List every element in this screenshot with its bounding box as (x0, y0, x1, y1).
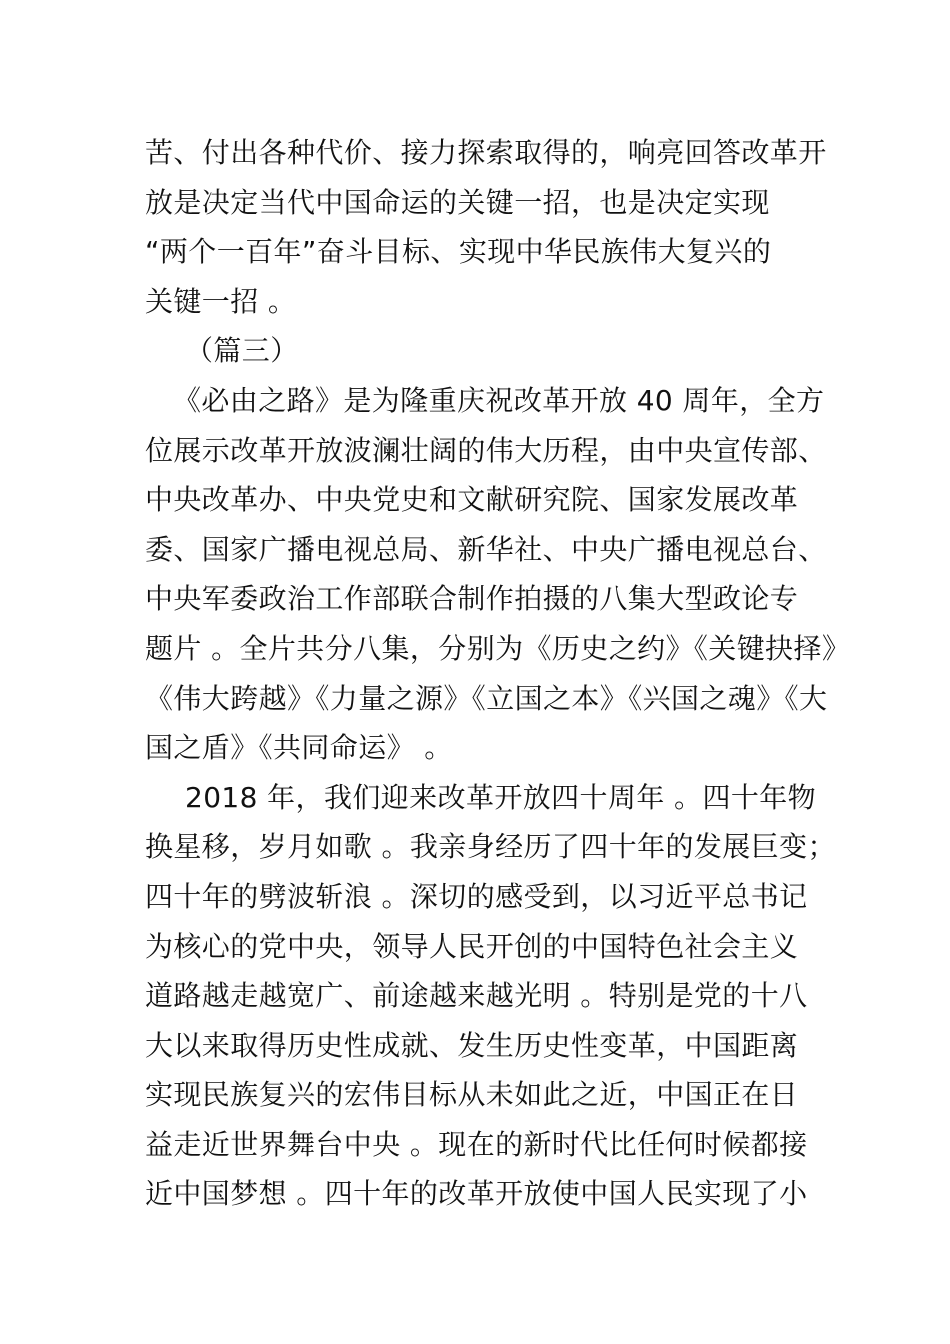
text-line: 中央改革办、中央党史和文献研究院、国家发展改革 (145, 483, 799, 517)
text-line: 委、国家广播电视总局、新华社、中央广播电视总台、 (145, 532, 827, 566)
text-line: 关键一招 。 (145, 284, 297, 318)
text-line: 大以来取得历史性成就、发生历史性变革，中国距离 (145, 1028, 799, 1062)
document-body (145, 128, 851, 1219)
text-line: 为核心的党中央，领导人民开创的中国特色社会主义 (145, 929, 799, 963)
text-line: 国之盾》《共同命运》 。 (145, 731, 453, 765)
text-line: 2018 年，我们迎来改革开放四十周年 。四十年物 (185, 780, 817, 814)
text-line: 《必由之路》是为隆重庆祝改革开放 40 周年，全方 (173, 383, 825, 417)
text-line: 益走近世界舞台中央 。现在的新时代比任何时候都接 (145, 1127, 808, 1161)
text-line: 苦、付出各种代价、接力探索取得的，响亮回答改革开 (145, 136, 827, 169)
text-line: 换星移，岁月如歌 。我亲身经历了四十年的发展巨变； (145, 830, 836, 864)
text-line: “两个一百年”奋斗目标、实现中华民族伟大复兴的 (145, 235, 772, 269)
text-line: 近中国梦想 。四十年的改革开放使中国人民实现了小 (145, 1177, 808, 1211)
section-heading: （篇三） (185, 334, 299, 368)
text-line: 道路越走越宽广、前途越来越光明 。特别是党的十八 (145, 979, 808, 1013)
text-line: 放是决定当代中国命运的关键一招，也是决定实现 (145, 185, 770, 219)
text-line: 《伟大跨越》《力量之源》《立国之本》《兴国之魂》《大 (145, 681, 828, 715)
text-line: 题片 。全片共分八集，分别为《历史之约》《关键抉择》 (145, 631, 851, 665)
text-line: 实现民族复兴的宏伟目标从未如此之近，中国正在日 (145, 1078, 799, 1112)
text-line: 四十年的劈波斩浪 。深切的感受到，以习近平总书记 (145, 879, 808, 913)
text-line: 位展示改革开放波澜壮阔的伟大历程，由中央宣传部、 (145, 433, 827, 467)
text-line: 中央军委政治工作部联合制作拍摄的八集大型政论专 (145, 582, 799, 616)
